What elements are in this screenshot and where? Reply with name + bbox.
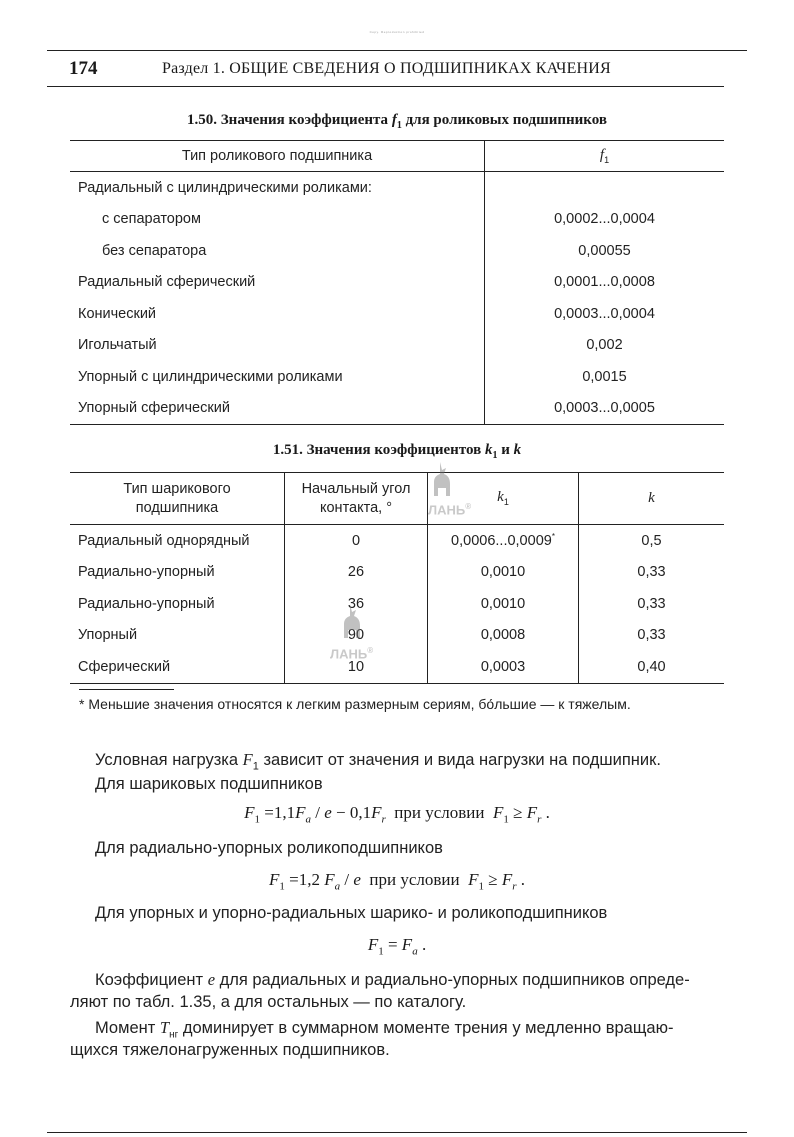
table1-head-f1-symbol: f [599,147,605,164]
watermark-logo-2 [330,600,374,662]
watermark-text-2: ЛАНЬ [330,646,368,662]
table1-cell-value [485,172,725,204]
deer-icon [420,458,464,504]
p4-e: e [207,970,216,989]
table2-cell-k1-value: 0,0006...0,0009 [451,533,552,550]
formula-3 [0,935,794,957]
table2-cell-k1: 0,0010 [428,557,579,589]
table2-cell-k1: 0,0003 [428,651,579,683]
table2-cell-k: 0,40 [579,651,725,683]
top-tiny-text: Copy. Reproduction prohibited [369,30,425,34]
table1-cell-type: Радиальный сферический [78,274,256,291]
f2-fa-sub: a [334,880,341,893]
f2-fa: F [324,870,335,889]
f3-end: . [417,935,427,954]
table2-header-row [70,473,724,525]
f3-rhs: F [401,935,413,954]
p4-text-b: для радиальных и радиально-упорных подшипников опреде- [215,971,690,989]
p1-text-b: зависит от значения и вида нагрузки на подшипник. [258,751,661,769]
table-row [70,235,724,267]
table1-cell-value: 0,0003...0,0004 [485,298,725,330]
table1-caption-suffix: для роликовых подшипников [401,112,607,128]
f2-c-fr-sub: r [512,880,517,893]
table2-cell-angle: 36 [285,588,428,620]
f2-c-f1-sub: 1 [478,880,484,893]
f1-fr: F [371,803,382,822]
table2-cell-k: 0,33 [579,557,725,589]
p1-text-a: Условная нагрузка [95,751,243,769]
table2-cell-type: Упорный [78,627,138,644]
f2-lhs: F [268,870,280,889]
table2 [70,472,724,684]
p5-symbol-sub: нг [169,1029,179,1041]
table1-cell-value: 0,0002...0,0004 [485,204,725,236]
table1-cell-value: 0,00055 [485,235,725,267]
table2-caption-k: k [513,442,522,458]
formula-1 [0,803,794,825]
f2-end: . [516,870,525,889]
f1-fa-sub: a [305,813,311,826]
table2-head-k [579,473,725,525]
f1-c-fr-sub: r [537,813,542,826]
table2-cell-angle: 0 [285,525,428,557]
table1-cell-type: Игольчатый [78,337,157,354]
f2-div: / [340,870,354,889]
table1-cell-type: с сепаратором [102,211,201,228]
table2-cell-angle: 10 [285,651,428,683]
table1-caption-symbol: f [391,112,397,128]
f1-cond: при условии [385,803,493,822]
table1-head-type: Тип роликового подшипника [70,141,485,172]
f2-lhs-sub: 1 [279,880,285,893]
table1-cell-value: 0,0015 [485,361,725,393]
f1-div: / [310,803,325,822]
f2-c-fr: F [501,870,513,889]
table1-caption-prefix: 1.50. Значения коэффициента [187,112,392,128]
table2-head-type-line1: Тип шарикового [123,480,231,497]
table1-head-f1-sub: 1 [604,154,610,165]
f1-ge: ≥ [508,803,527,822]
table-row [70,393,724,425]
formula-2 [0,870,794,892]
deer-icon [330,600,374,646]
table-row [70,267,724,299]
table2-cell-type: Радиально-упорный [78,595,215,612]
p1-symbol: F [242,750,253,769]
table1-cell-type: без сепаратора [102,242,207,259]
table1-caption-sub: 1 [396,120,402,131]
table2-head-k1-sub: 1 [503,497,509,508]
table-row [70,298,724,330]
table2-caption-and: и [497,442,514,458]
f2-ge: ≥ [483,870,502,889]
bottom-rule [47,1132,747,1133]
p1-symbol-sub: 1 [252,760,259,773]
f1-lhs: F [244,803,255,822]
f2-cond: при условии [360,870,469,889]
table-row [70,361,724,393]
f1-c-f1: F [492,803,504,822]
table1 [70,140,724,425]
running-head: Раздел 1. ОБЩИЕ СВЕДЕНИЯ О ПОДШИПНИКАХ КАЧЕНИЯ [162,60,611,77]
f2-e: e [353,870,361,889]
f1-e: e [324,803,332,822]
footnote-rule [79,689,174,690]
paragraph-1-line-2: Для шариковых подшипников [95,775,323,793]
table1-caption [0,112,794,131]
table2-head-type [70,473,285,525]
table2-cell-type: Сферический [70,651,285,683]
table1-cell-type: Упорный с цилиндрическими роликами [78,368,343,385]
table2-cell-k1: 0,0010 [428,588,579,620]
p5-text-b: доминирует в суммарном моменте трения у медленно вращаю- [178,1019,674,1037]
p4-text-a: Коэффициент [95,971,208,989]
watermark-symbol-1: ® [465,502,472,511]
page-number: 174 [69,58,98,79]
table2-head-angle-line1: Начальный угол [301,480,411,497]
table1-cell-value: 0,0001...0,0008 [485,267,725,299]
table1-cell-value: 0,002 [485,330,725,362]
footnote: * Меньшие значения относятся к легким размерным сериям, бо́льшие — к тяжелым. [79,696,631,712]
table2-head-angle [285,473,428,525]
table2-cell-type: Радиальный однорядный [78,532,250,549]
table2-cell-k: 0,33 [579,620,725,652]
f1-c-fr: F [526,803,538,822]
table-row [70,204,724,236]
header-rule [47,86,724,87]
table-row [70,557,724,589]
table2-head-k1-symbol: k [497,489,504,506]
table-row [70,620,724,652]
table2-cell-angle: 26 [285,557,428,589]
table1-cell-value: 0,0003...0,0005 [485,393,725,425]
table2-caption [0,442,794,461]
footnote-mark: * [551,532,555,542]
table2-cell-type: Радиально-упорный [78,564,215,581]
table1-header-row [70,141,724,172]
table2-cell-angle: 90 [285,620,428,652]
table2-cell-k1: 0,0008 [428,620,579,652]
table2-caption-k1: k [484,442,493,458]
f1-end: . [541,803,550,822]
f3-lhs-sub: 1 [378,945,384,958]
f1-fr-sub: r [381,813,386,826]
f2-c-f1: F [468,870,479,889]
f1-c-f1-sub: 1 [503,813,509,826]
table2-head-angle-line2: контакта, ° [319,499,393,516]
f2-eq: =1,2 [284,870,325,889]
table2-cell-k1 [428,525,579,557]
paragraph-4-line-2: ляют по табл. 1.35, а для остальных — по каталогу. [70,993,467,1011]
f1-lhs-sub: 1 [254,813,260,826]
table2-caption-prefix: 1.51. Значения коэффициентов [272,442,485,458]
paragraph-2: Для радиально-упорных роликоподшипников [95,839,443,857]
table2-cell-k: 0,33 [579,588,725,620]
table-row [70,330,724,362]
f3-lhs: F [367,935,379,954]
f1-minus: − 0,1 [331,803,372,822]
paragraph-5-line-2: щихся тяжелонагруженных подшипников. [70,1041,390,1059]
table1-head-f1 [485,141,725,172]
table-row [70,172,724,204]
watermark-symbol-2: ® [367,646,374,655]
table2-caption-k1-sub: 1 [492,450,498,461]
table1-cell-type: Упорный сферический [70,393,485,425]
table-row [70,651,724,683]
top-rule [47,50,747,51]
table-row [70,588,724,620]
table-row [70,525,724,557]
table2-head-k-symbol: k [648,489,655,506]
p5-text-a: Момент [95,1019,160,1037]
f1-eq: =1,1 [260,803,296,822]
table2-head-type-line2: подшипника [135,499,219,516]
paragraph-3: Для упорных и упорно-радиальных шарико- и роликоподшипников [95,904,608,922]
p5-symbol: T [159,1018,170,1037]
f3-rhs-sub: a [412,945,418,958]
table2-cell-k: 0,5 [579,525,725,557]
table1-cell-type: Конический [78,305,157,322]
watermark-logo-1 [420,458,472,518]
table1-cell-type: Радиальный с цилиндрическими роликами: [78,179,372,196]
f1-fa: F [295,803,306,822]
watermark-text-1: ЛАНЬ [428,502,466,518]
f3-eq: = [383,935,402,954]
